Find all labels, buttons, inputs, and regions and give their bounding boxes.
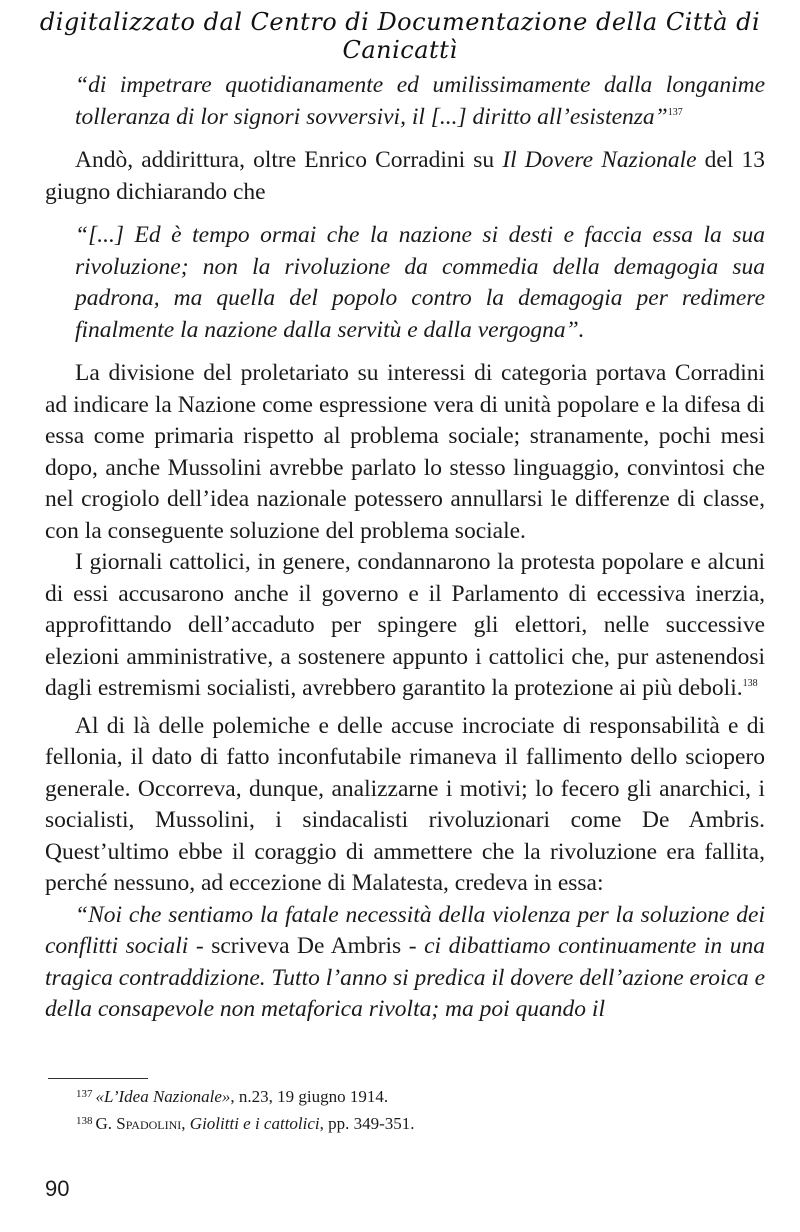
quote-text: “di impetrare quotidianamente ed umilissimamente dalla longanime tolleranza di lor signori sovversivi, il [...] diritto all’esistenza” [75,72,765,130]
page-body [45,70,765,1026]
quote-paragraph-3 [45,220,765,346]
footnote-138: $^{138}$ G. Spadolini, Giolitti e i cattolici, pp. 349-351. [76,1114,415,1133]
attribution-text: - scriveva De Ambris - [188,933,425,959]
footnote-title: «L’Idea Nazionale» [95,1087,231,1106]
quote-text: “Noi che sentiamo la fatale necessità della violenza per la soluzione dei conflitti sociali [45,901,765,959]
footnote-ref-137[interactable]: 137 [667,106,683,118]
footnote-details: , pp. 349-351. [319,1114,415,1133]
footnote-ref-138[interactable]: 138 [742,678,758,689]
footnote-title: Giolitti e i cattolici [189,1114,320,1133]
paragraph-text: Andò, addirittura, oltre Enrico Corradini su [75,147,503,173]
footnote-divider [48,1078,148,1079]
body-paragraph-2 [45,145,765,208]
quote-text: ci dibattiamo continuamente in una tragica contraddizione. Tutto l’anno si predica il dovere dell’azione eroica e della consapevole non metaforica rivolta; ma poi quando il [45,933,765,1022]
body-paragraph-6 [45,711,765,900]
paragraph-text: Al di là delle polemiche e delle accuse incrociate di responsabilità e di fellonia, il dato di fatto inconfutabile rimaneva il fallimento dello sciopero generale. Occorreva, dunque, analizzarne i motivi; lo fecero gli anarchici, i socialisti, Mussolini, i sindacalisti rivoluzionari come De Ambris. Quest’ultimo ebbe il coraggio di ammettere che la rivoluzione era fallita, perché nessuno, ad eccezione di Malatesta, credeva in essa: [45,712,765,896]
digitization-watermark: digitalizzato dal Centro di Documentazione della Città di Canicattì [39,8,761,64]
paragraph-text: del 13 giugno dichiarando che [45,147,766,205]
footnote-137 [76,1082,766,1109]
footnote-author: G. Spadolini [95,1114,182,1133]
footnotes [76,1082,766,1136]
body-paragraph-5 [45,547,765,705]
page-number: 90 [45,1176,70,1201]
footnote-number: 137 [76,1088,93,1100]
paragraph-text: La divisione del proletariato su interessi di categoria portava Corradini ad indicare la Nazione come espressione vera di unità popolare e la difesa di essa come primaria rispetto al problema sociale; stranamente, pochi mesi dopo, anche Mussolini avrebbe parlato lo stesso linguaggio, convintosi che nel crogiolo dell’idea nazionale potessero annullarsi le differenze di classe, con la conseguente soluzione del problema sociale. [45,360,765,544]
newspaper-title: Il Dovere Nazionale [502,147,697,173]
footnote-details: , n.23, 19 giugno 1914. [230,1087,389,1106]
paragraph-text: I giornali cattolici, in genere, condannarono la protesta popolare e alcuni di essi accusarono anche il governo e il Parlamento di eccessiva inerzia, approfittando dell’accaduto per spingere gli elettori, nelle successive elezioni amministrative, a sostenere appunto i cattolici che, pur astenendosi dagli estremismi socialisti, avrebbero garantito la protezione ai più deboli. [45,549,765,701]
footnote-number: 138 [76,1115,93,1127]
quote-paragraph-7 [45,900,765,1026]
quote-text: “[...] Ed è tempo ormai che la nazione si desti e faccia essa la sua rivoluzione; non la rivoluzione da commedia della demagogia sua padrona, ma quella del popolo contro la demagogia per redimere finalmente la nazione dalla servitù e dalla vergogna”. [75,222,765,343]
quote-paragraph-1 [45,70,765,133]
body-paragraph-4 [45,358,765,547]
